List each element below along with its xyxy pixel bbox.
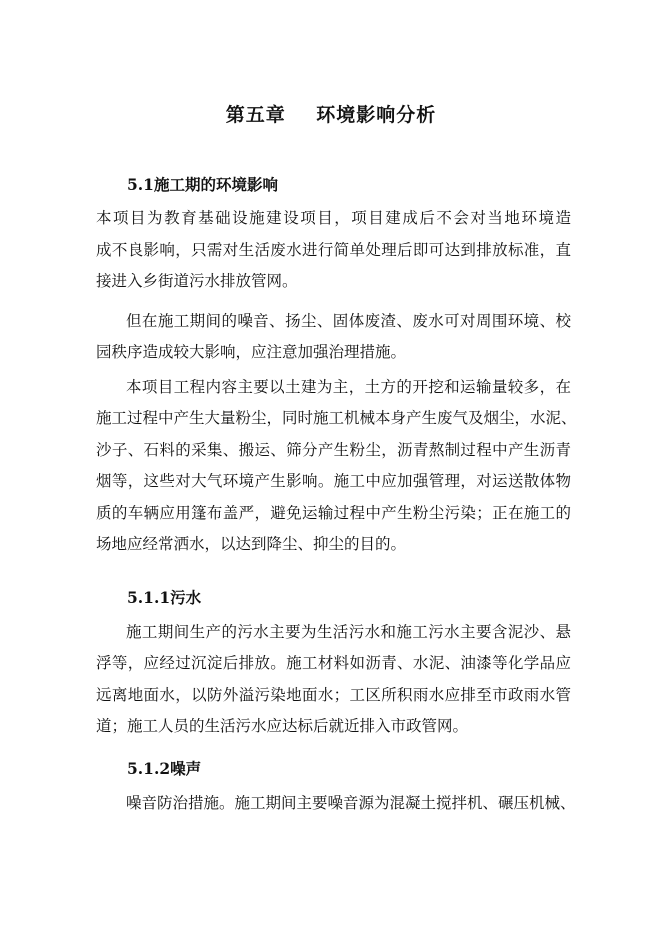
paragraph-line: 沙子、石料的采集、搬运、筛分产生粉尘，沥青熬制过程中产生沥青	[96, 440, 571, 459]
paragraph-line: 施工过程中产生大量粉尘，同时施工机械本身产生废气及烟尘，水泥、	[96, 409, 577, 427]
paragraph-line: 施工期间生产的污水主要为生活污水和施工污水主要含泥沙、悬	[126, 623, 571, 641]
paragraph-wastewater	[126, 617, 571, 649]
paragraph-line: 远离地面水，以防外溢污染地面水；工区所积雨水应排至市政雨水管	[96, 685, 571, 704]
paragraph-line: 园秩序造成较大影响，应注意加强治理措施。	[96, 343, 407, 361]
paragraph-line: 烟等，这些对大气环境产生影响。施工中应加强管理，对运送散体物	[96, 472, 571, 490]
paragraph-line: 成不良影响，只需对生活废水进行简单处理后即可达到排放标准，直	[96, 240, 571, 259]
paragraph-line: 浮等，应经过沉淀后排放。施工材料如沥青、水泥、油漆等化学品应	[96, 654, 571, 672]
paragraph-wastewater-cont	[96, 648, 571, 743]
paragraph-line: 质的车辆应用篷布盖严，避免运输过程中产生粉尘污染；正在施工的	[96, 503, 571, 522]
paragraph-line: 噪音防治措施。施工期间主要噪音源为混凝土搅拌机、碾压机械、	[126, 794, 576, 812]
paragraph-line: 但在施工期间的噪音、扬尘、固体废渣、废水可对周围环境、校	[126, 312, 571, 330]
paragraph-line: 道；施工人员的生活污水应达标后就近排入市政管网。	[96, 717, 469, 735]
paragraph-project-intro	[96, 203, 571, 298]
paragraph-line: 本项目为教育基础设施建设项目，项目建成后不会对当地环境造	[96, 209, 571, 227]
section-heading-5-1: 5.1施工期的环境影响	[127, 175, 278, 194]
paragraph-construction-impact-cont	[96, 337, 571, 369]
section-heading-5-1-1: 5.1.1污水	[127, 588, 202, 607]
chapter-title: 第五章 环境影响分析	[225, 104, 437, 126]
paragraph-construction-impact	[126, 306, 571, 338]
paragraph-dust-pollution-cont	[96, 403, 577, 561]
paragraph-line: 本项目工程内容主要以土建为主，土方的开挖和运输量较多，在	[126, 378, 571, 396]
paragraph-line: 接进入乡街道污水排放管网。	[96, 272, 298, 290]
section-heading-5-1-2: 5.1.2噪声	[127, 759, 202, 778]
paragraph-line: 场地应经常洒水，以达到降尘、抑尘的目的。	[96, 535, 407, 553]
paragraph-noise	[126, 788, 576, 820]
paragraph-dust-pollution	[126, 372, 571, 404]
